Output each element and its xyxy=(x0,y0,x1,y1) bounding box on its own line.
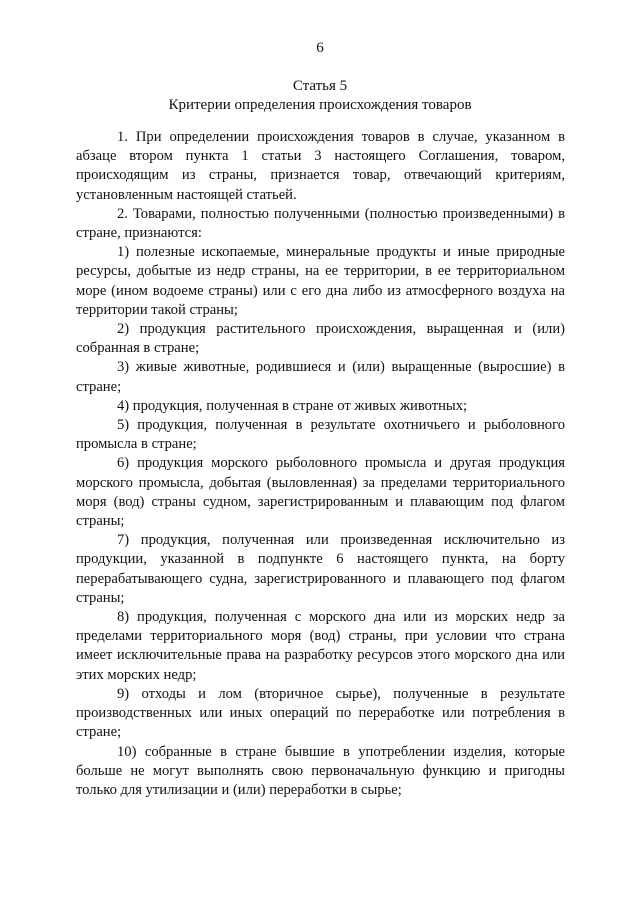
paragraph-2: 2. Товарами, полностью полученными (полностью произведенными) в стране, признаются: xyxy=(76,205,565,242)
subitem-9: 9) отходы и лом (вторичное сырье), полученные в результате производственных или иных операций по переработке или потребления в стране; xyxy=(76,685,565,741)
article-heading xyxy=(0,77,640,115)
subitem-2: 2) продукция растительного происхождения, выращенная и (или) собранная в стране; xyxy=(76,321,565,357)
subitem-7: 7) продукция, полученная или произведенная исключительно из продукции, указанной в подпункте 6 настоящего пункта, на борту перерабатывающего судна, зарегистрированного и плавающего под флагом страны; xyxy=(76,532,565,606)
page-number: 6 xyxy=(316,40,324,56)
subitem-10: 10) собранные в стране бывшие в употреблении изделия, которые больше не могут выполнять свою первоначальную функцию и пригодны только для утилизации и (или) переработки в сырье; xyxy=(76,743,565,798)
subitem-4: 4) продукция, полученная в стране от живых животных; xyxy=(117,397,468,414)
subitem-3: 3) живые животные, родившиеся и (или) выращенные (выросшие) в стране; xyxy=(76,359,565,395)
subitem-1: 1) полезные ископаемые, минеральные продукты и иные природные ресурсы, добытые из недр страны, на ее территории, в ее территориальном море (ином водоеме страны) или с его дна либо из атмосферного воздуха на территории такой страны; xyxy=(76,244,565,318)
subitem-6: 6) продукция морского рыболовного промысла и другая продукция морского промысла, добытая (выловленная) за пределами территориального моря (вод) страны судном, зарегистрированным и плавающим под флагом страны; xyxy=(76,455,565,530)
article-title: Критерии определения происхождения товаров xyxy=(168,97,472,113)
article-number: Статья 5 xyxy=(292,78,348,94)
paragraph-1: 1. При определении происхождения товаров в случае, указанном в абзаце втором пункта 1 статьи 3 настоящего Соглашения, товаром, происходящим из страны, признается товар, отвечающий критериям, установленным настоящей статьей. xyxy=(76,129,565,203)
subitem-5: 5) продукция, полученная в результате охотничьего и рыболовного промысла в стране; xyxy=(76,417,565,453)
subitem-8: 8) продукция, полученная с морского дна или из морских недр за пределами территориального моря (вод) страны, при условии что страна имеет исключительные права на разработку ресурсов этого морского дна или этих морских недр; xyxy=(76,609,565,683)
article-body xyxy=(76,128,565,800)
